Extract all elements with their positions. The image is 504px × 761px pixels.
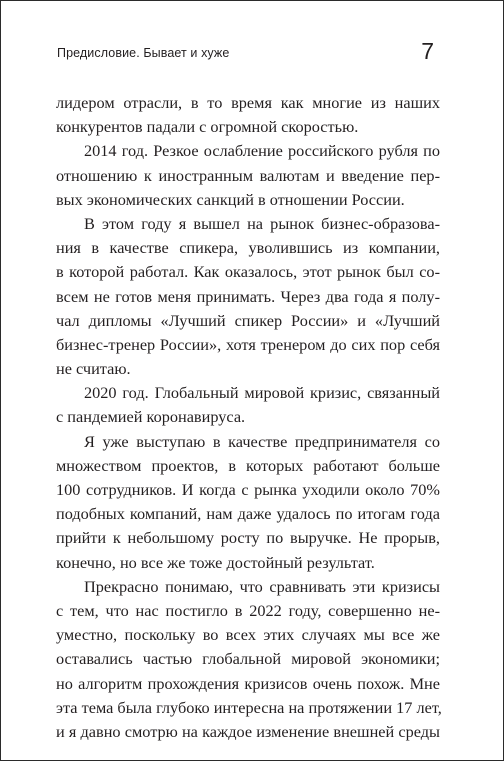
- text-line: прийти к небольшому росту по выручке. Не прорыв,: [56, 528, 440, 548]
- text-line: всем не готов меня принимать. Через два года я полу-: [56, 286, 440, 306]
- text-line: в которой работал. Как оказалось, этот рынок был со-: [56, 262, 440, 282]
- running-header-title: Предисловие. Бывает и хуже: [57, 46, 230, 60]
- text-line: ния в качестве спикера, уволившись из компании,: [56, 238, 440, 258]
- text-line: отношению к иностранным валютам и введение пер-: [56, 165, 440, 185]
- text-line: чал дипломы «Лучший спикер России» и «Лучший: [56, 310, 440, 330]
- page-number: 7: [421, 38, 434, 64]
- text-line: конечно, но все же тоже достойный результат.: [56, 552, 375, 572]
- text-line: конкурентов падали с огромной скоростью.: [56, 117, 359, 137]
- text-line: бизнес-тренер России», хотя тренером до сих пор себя: [56, 334, 440, 354]
- text-line: подобных компаний, нам даже удалось по итогам года: [56, 504, 440, 524]
- text-line: не считаю.: [56, 359, 131, 379]
- text-line: но алгоритм прохождения кризисов очень похож. Мне: [56, 673, 440, 693]
- text-line: уместно, поскольку во всех этих случаях мы все же: [56, 625, 440, 645]
- text-line: лидером отрасли, в то время как многие из наших: [56, 93, 440, 112]
- text-line: Прекрасно понимаю, что сравнивать эти кризисы: [84, 576, 440, 596]
- text-line: с тем, что нас постигло в 2022 году, совершенно не-: [56, 600, 440, 620]
- text-line: 100 сотрудников. И когда с рынка уходили около 70%: [56, 480, 440, 499]
- text-line: эта тема была глубоко интересна на протяжении 17 лет,: [56, 697, 442, 717]
- text-line: вых экономических санкций в отношении России.: [56, 189, 405, 209]
- text-line: и я давно смотрю на каждое изменение внешней среды: [56, 721, 440, 741]
- text-line: В этом году я вышел на рынок бизнес-образова-: [84, 213, 440, 233]
- text-line: 2014 год. Резкое ослабление российского рубля по: [84, 141, 440, 161]
- text-line: Я уже выступаю в качестве предпринимателя со: [84, 431, 440, 451]
- text-line: 2020 год. Глобальный мировой кризис, связанный: [84, 383, 440, 403]
- text-line: множеством проектов, в которых работают больше: [56, 455, 440, 475]
- body-text: [56, 91, 440, 744]
- text-line: с пандемией коронавируса.: [56, 407, 246, 427]
- text-line: оставались частью глобальной мировой экономики;: [56, 649, 440, 669]
